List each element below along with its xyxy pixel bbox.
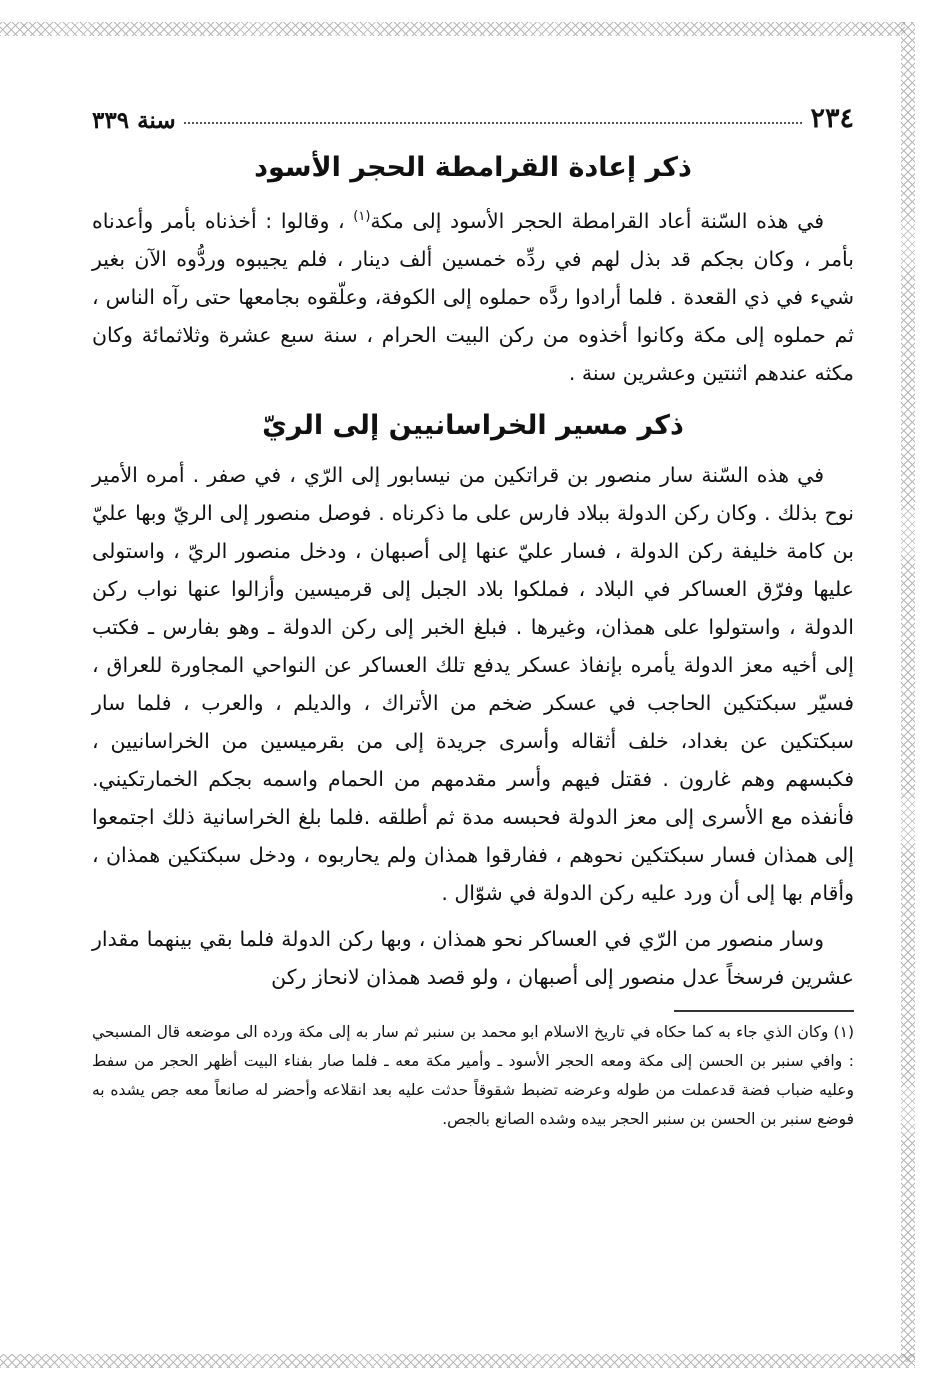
paragraph-khurasanis-1: في هذه السّنة سار منصور بن قراتكين من نيسابور إلى الرّي ، في صفر . أمره الأمير نوح بذلك . وكان ركن الدولة ببلاد فارس على ما ذكرناه . فوصل منصور إلى الريّ وبها عليّ بن كامة خليفة ركن الدولة ، فسار عليّ عنها إلى أصبهان ، ودخل منصور الريّ ، واستولى عليها وفرّق العساكر في البلاد ، فملكوا بلاد الجبل إلى قرميسين وأزالوا عنها نواب ركن الدولة ، واستولوا على همذان، وغيرها . فبلغ الخبر إلى ركن الدولة ـ وهو بفارس ـ فكتب إلى أخيه معز الدولة يأمره بإنفاذ عسكر يدفع تلك العساكر عن النواحي المجاورة للعراق ، فسيّر سبكتكين الحاجب في عسكر ضخم من الأتراك ، والديلم ، والعرب ، فلما سار سبكتكين عن بغداد، خلف أثقاله وأسرى جريدة إلى من بقرميسين من الخراسانيين ، فكبسهم وهم غارون . فقتل فيهم وأسر مقدمهم من الحمام واسمه بجكم الخمارتكيني. فأنفذه مع الأسرى إلى معز الدولة فحبسه مدة ثم أطلقه .فلما بلغ الخراسانية ذلك اجتمعوا إلى همذان فسار سبكتكين نحوهم ، ففارقوا همذان ولم يحاربوه ، ودخل سبكتكين همذان ، وأقام بها إلى أن ورد عليه ركن الدولة في شوّال . xyxy=(92,462,854,905)
decorative-border-bottom xyxy=(0,1354,915,1368)
section-title-black-stone: ذكر إعادة القرامطة الحجر الأسود xyxy=(254,152,692,183)
footnotes xyxy=(92,1018,854,1134)
footnote-separator xyxy=(674,1010,854,1012)
paragraph-black-stone xyxy=(92,198,854,392)
page-number: ٢٣٤ xyxy=(810,103,854,134)
paragraph-text-start: في هذه السّنة أعاد القرامطة الحجر الأسود إلى مكة xyxy=(370,208,824,233)
paragraph-khurasanis-2: وسار منصور من الرّي في العساكر نحو همذان ، وبها ركن الدولة فلما بقي بينهما مقدار عشرين فرسخاً عدل منصور إلى أصبهان ، ولو قصد همذان لانحاز ركن xyxy=(92,926,854,989)
running-title: سنة ٣٣٩ xyxy=(92,107,176,134)
footnote-1: (١) وكان الذي جاء به كما حكاه في تاريخ الاسلام ابو محمد بن سنبر ثم سار به إلى مكة ورده الى موضعه قال المسبحي : وافي سنبر بن الحسن إلى مكة ومعه الحجر الأسود ـ وأمير مكة معه ـ فلما صار بفناء البيت أظهر الحجر من سفط وعليه ضباب فضة قدعملت من طوله وعرضه تضبط شقوقاً حدثت عليه بعد انقلاعه وأحضر له صانعاً معه جص يشده به فوضع سنبر بن الحسن بن سنبر الحجر بيده وشده الصانع بالجص. xyxy=(92,1022,854,1128)
footnote-marker: (١) xyxy=(353,209,371,224)
decorative-border-right xyxy=(901,22,915,1362)
book-page xyxy=(92,90,854,1134)
decorative-border-top xyxy=(0,22,905,36)
page-header xyxy=(92,90,854,134)
paragraph-text-end: ، وقالوا : أخذناه بأمر وأعدناه بأمر ، وكان بجكم قد بذل لهم في ردِّه خمسين ألف دينار ، فلم يجيبوه وردُّوه الآن بغير شيء في ذي القعدة . فلما أرادوا ردَّه حملوه إلى الكوفة، وعلّقوه بجامعها حتى رآه الناس ، ثم حملوه إلى مكة وكانوا أخذوه من ركن البيت الحرام ، سنة سبع عشرة وثلاثمائة وكان مكثه عندهم اثنتين وعشرين سنة . xyxy=(92,208,854,385)
header-dotted-rule xyxy=(184,122,803,124)
section-title-khurasanis-march: ذكر مسير الخراسانيين إلى الريّ xyxy=(262,409,684,441)
